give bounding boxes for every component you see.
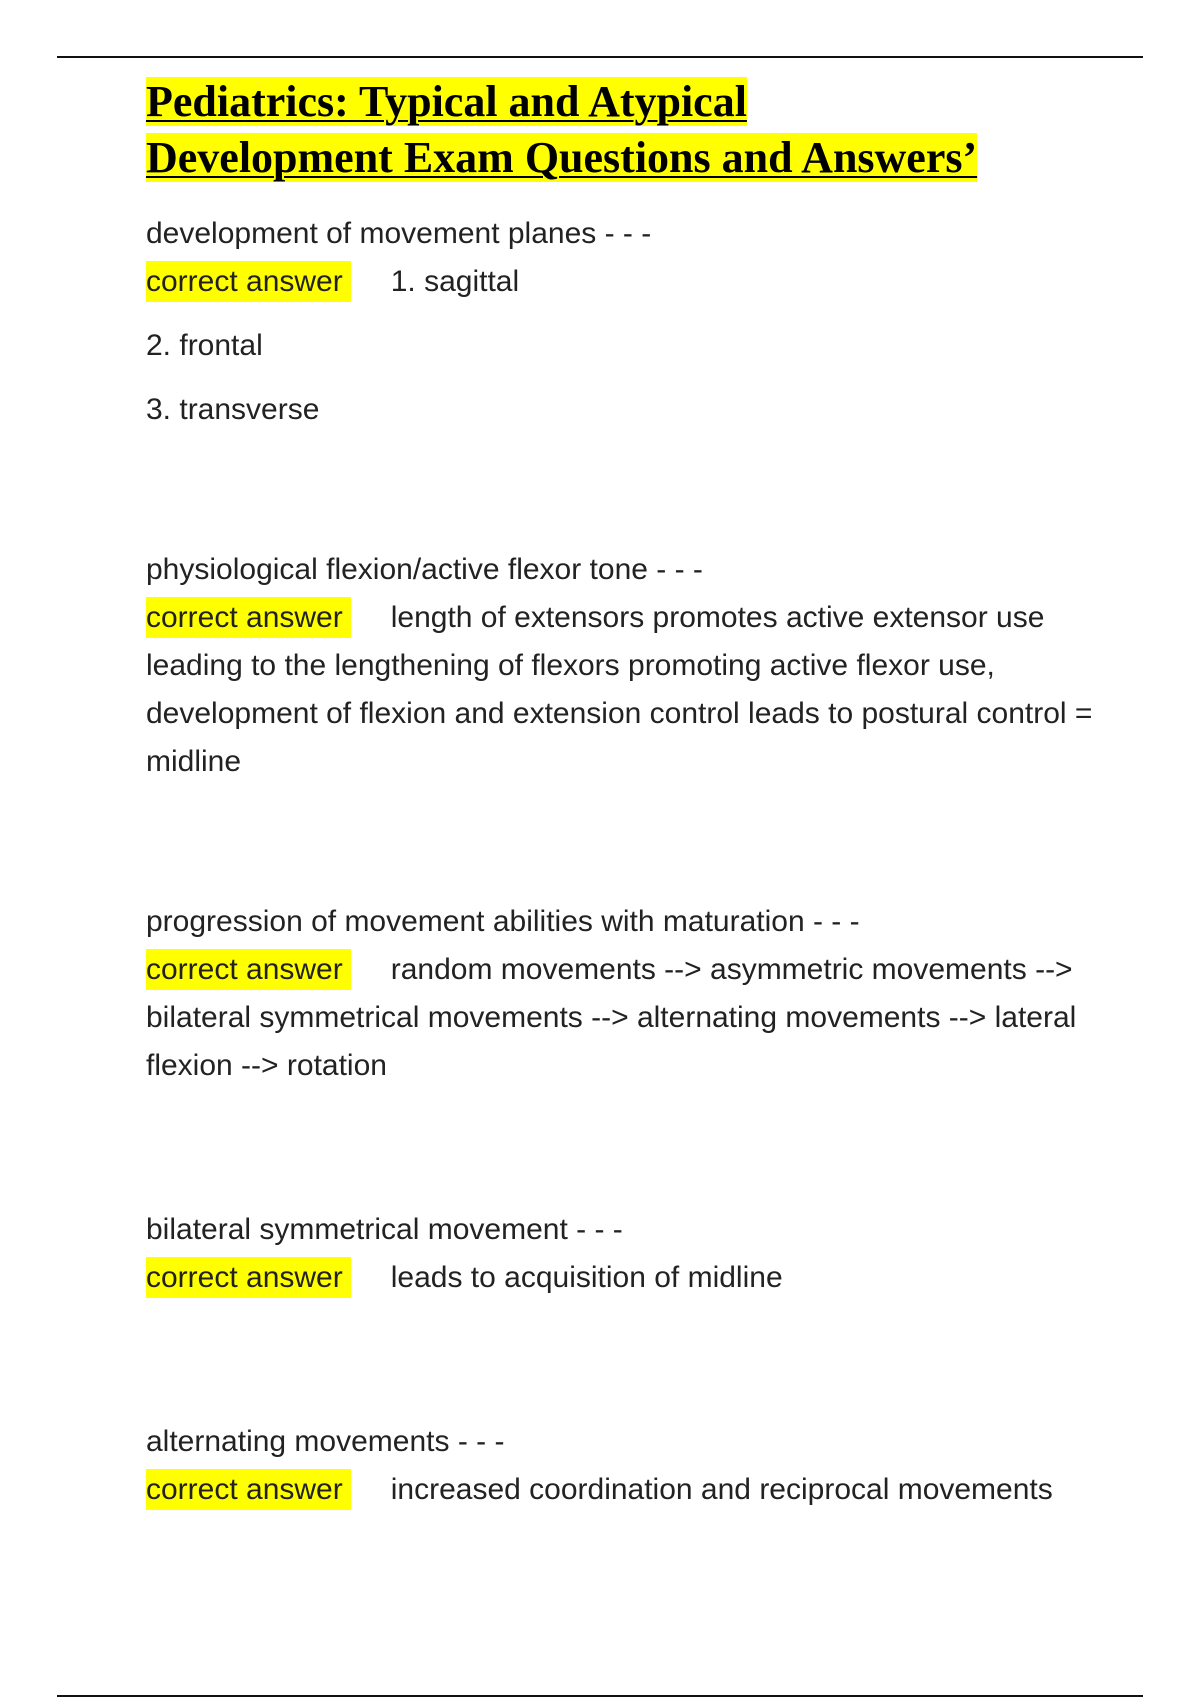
question-text: physiological flexion/active flexor tone - - - [146,553,703,586]
title-line-2: Development Exam Questions and Answers’ [146,133,978,182]
qa-item-5 [146,1418,1106,1514]
answer-line [146,1466,1106,1514]
correct-answer-label: correct answer [146,1257,351,1298]
answer-text: 1. sagittal [390,265,520,298]
correct-answer-label: correct answer [146,597,351,638]
qa-item-2 [146,546,1106,786]
answer-extra-line: 3. transverse [146,393,320,426]
bottom-rule [57,1695,1143,1697]
question-text: progression of movement abilities with maturation - - - [146,905,860,938]
answer-line [146,258,1106,306]
question-text: alternating movements - - - [146,1425,505,1458]
correct-answer-label: correct answer [146,949,351,990]
answer-text: random movements --> asymmetric movements --> bilateral symmetrical movements --> alternating movements --> lateral flexion --> rotation [146,953,1077,1082]
answer-line [146,946,1106,1090]
qa-item-4 [146,1206,1106,1302]
answer-text: leads to acquisition of midline [390,1261,783,1294]
page-content [146,74,1106,1514]
qa-item-3 [146,898,1106,1090]
answer-text: length of extensors promotes active extensor use leading to the lengthening of flexors promoting active flexor use, development of flexion and extension control leads to postural control = midline [146,601,1093,778]
answer-line [146,1254,1106,1302]
question-text: development of movement planes - - - [146,217,652,250]
correct-answer-label: correct answer [146,1469,351,1510]
top-rule [57,56,1143,58]
answer-line [146,594,1106,786]
answer-extra-line: 2. frontal [146,329,263,362]
qa-item-1 [146,210,1106,434]
question-text: bilateral symmetrical movement - - - [146,1213,623,1246]
answer-text: increased coordination and reciprocal movements [390,1473,1053,1506]
correct-answer-label: correct answer [146,261,351,302]
document-title [146,74,1106,186]
title-line-1: Pediatrics: Typical and Atypical [146,77,747,126]
